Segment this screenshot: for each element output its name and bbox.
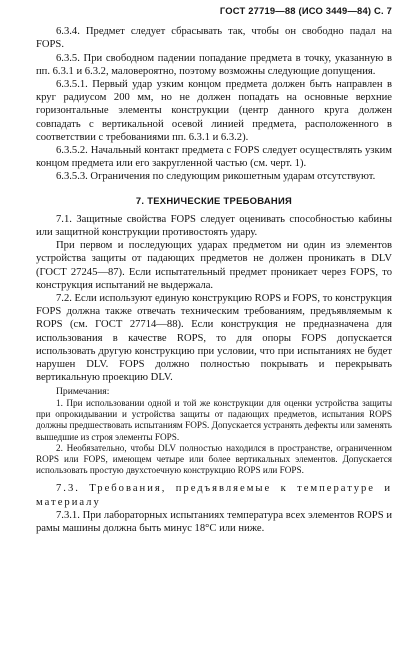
paragraph-7-3-1: 7.3.1. При лабораторных испытаниях температура всех элементов ROPS и рамы машины должна быть минус 18°С или ниже. bbox=[36, 509, 392, 534]
section-title: 7. ТЕХНИЧЕСКИЕ ТРЕБОВАНИЯ bbox=[135, 194, 293, 206]
paragraph-7-1: 7.1. Защитные свойства FOPS следует оценивать способностью кабины или защитной конструкции противостоять удару. bbox=[36, 213, 392, 239]
paragraph-7-2: 7.2. Если используют единую конструкцию ROPS и FOPS, то конструкция FOPS должна также отвечать техническим требованиям, предъявляемым к ROPS (см. ГОСТ 27714—88). Если конструкция не предназначена для использования в качестве ROPS, то для опоры FOPS допускается использовать другую конструкцию при условии, что при испытаниях не будет нарушен DLV. FOPS должно полностью покрывать и перекрывать вертикальную проекцию DLV. bbox=[36, 293, 393, 384]
paragraph-6-3-4: 6.3.4. Предмет следует сбрасывать так, чтобы он свободно падал на FOPS. bbox=[36, 26, 392, 51]
subsection-title-7-3: 7.3. Требования, предъявляемые к температуре и материалу bbox=[36, 483, 392, 508]
paragraph-6-3-5-3: 6.3.5.3. Ограничения по следующим рикошетным ударам отсутствуют. bbox=[56, 171, 376, 183]
paragraph-6-3-5-1: 6.3.5.1. Первый удар узким концом предмета должен быть направлен в круг радиусом 200 мм, но не должен попадать на основные верхние горизонтальные элементы конструкции (центр данного круга должен совпадать с вертикальной осевой линией предмета, расположенного в соответствии с требованиями пп. 6.3.1 и 6.3.2). bbox=[36, 79, 392, 143]
paragraph-7-1-continued: При первом и последующих ударах предметом ни один из элементов устройства защиты от падающих предметов не должен проникать в DLV (ГОСТ 27245—87). Если испытательный предмет проникает через FOPS, то конструкция испытаний не выдержала. bbox=[36, 240, 392, 291]
paragraph-6-3-5: 6.3.5. При свободном падении попадание предмета в точку, указанную в пп. 6.3.1 и 6.3.2, маловероятно, поэтому возможны следующие допущения. bbox=[36, 52, 392, 77]
paragraph-6-3-5-2: 6.3.5.2. Начальный контакт предмета с FOPS следует осуществлять узким концом предмета или его закругленной частью (см. черт. 1). bbox=[36, 145, 392, 170]
page-header: ГОСТ 27719—88 (ИСО 3449—84) С. 7 bbox=[219, 5, 392, 16]
note-1: 1. При использовании одной и той же конструкции для оценки устройства защиты при опрокидывании и устройства защиты от падающих предметов, испытания ROPS должны предшествовать испытаниям FOPS. Допускается устранять дефекты или заменять вышедшие из строя элементы FOPS. bbox=[36, 397, 392, 442]
notes-heading: Примечания: bbox=[56, 386, 110, 398]
note-2: 2. Необязательно, чтобы DLV полностью находился в пространстве, ограниченном ROPS или FOPS, имеющем четыре или более вертикальных элементов. Допускается использовать простую двухстоечную конструкцию ROPS или FOPS. bbox=[36, 442, 392, 476]
